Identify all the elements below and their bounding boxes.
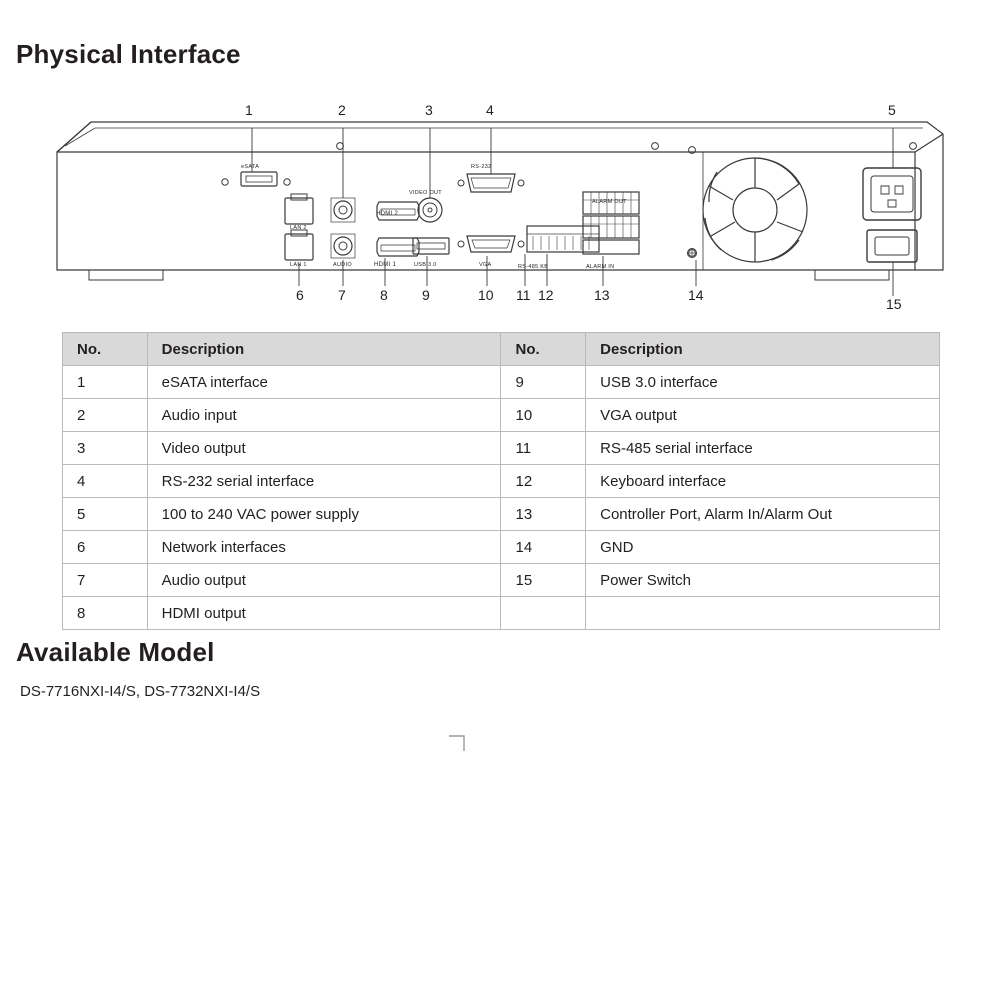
cell-desc: Power Switch [586,564,940,597]
power-switch [867,230,917,262]
label-vga: VGA [479,262,492,268]
callout-15: 15 [886,296,902,312]
table-row [63,465,940,498]
callout-9: 9 [422,287,430,303]
label-video-out: VIDEO OUT [409,190,442,196]
interface-description-table [62,332,940,630]
cell-no: 8 [63,597,148,630]
label-rs485-kb: RS-485 KB [518,264,549,270]
callout-4: 4 [486,102,494,118]
callout-6: 6 [296,287,304,303]
cell-no: 9 [501,366,586,399]
cell-desc: Audio output [147,564,501,597]
cell-no: 7 [63,564,148,597]
callout-11: 11 [516,287,531,303]
cell-desc: GND [586,531,940,564]
table-row [63,366,940,399]
cell-no: 1 [63,366,148,399]
callout-3: 3 [425,102,433,118]
rs232-db9 [458,174,524,192]
table-row [63,564,940,597]
bnc-video-out [418,198,442,222]
cell-desc: Network interfaces [147,531,501,564]
page-title-physical-interface: Physical Interface [16,39,241,69]
table-row [63,531,940,564]
label-hdmi1: HDMI 1 [374,262,397,268]
rs485-keyboard-terminal [527,226,599,252]
cell-desc: HDMI output [147,597,501,630]
cell-desc: 100 to 240 VAC power supply [147,498,501,531]
callout-12: 12 [538,287,554,303]
table-row [63,597,940,630]
table-row [63,498,940,531]
cell-desc: RS-232 serial interface [147,465,501,498]
cell-no: 4 [63,465,148,498]
header-desc-left: Description [147,333,501,366]
cell-desc: Controller Port, Alarm In/Alarm Out [586,498,940,531]
vga-port [458,236,524,252]
table-row [63,432,940,465]
header-no-left: No. [63,333,148,366]
callout-5: 5 [888,102,896,118]
cell-desc: Keyboard interface [586,465,940,498]
callout-13: 13 [594,287,610,303]
cell-desc [586,597,940,630]
page-title-available-model: Available Model [16,637,215,667]
cell-no: 13 [501,498,586,531]
cell-no: 6 [63,531,148,564]
label-alarm-out: ALARM OUT [592,199,627,205]
callout-1: 1 [245,102,253,118]
callout-2: 2 [338,102,346,118]
available-model-list: DS-7716NXI-I4/S, DS-7732NXI-I4/S [20,683,261,700]
header-desc-right: Description [586,333,940,366]
cell-desc: Audio input [147,399,501,432]
table-row [63,399,940,432]
cell-no: 3 [63,432,148,465]
rear-panel-svg [55,110,945,310]
corner-crop-mark [448,735,470,757]
power-inlet [863,168,921,220]
cell-desc: VGA output [586,399,940,432]
device-rear-panel-diagram [55,110,945,310]
cell-desc: Video output [147,432,501,465]
label-lan2: LAN 2 [290,225,307,231]
callout-8: 8 [380,287,388,303]
callout-14: 14 [688,287,704,303]
cell-no [501,597,586,630]
cell-no: 5 [63,498,148,531]
cell-no: 10 [501,399,586,432]
label-esata: eSATA [241,164,260,170]
fan-grille [703,158,807,262]
table-header-row [63,333,940,366]
label-hdmi2: HDMI 2 [376,211,399,217]
esata-port [241,172,277,186]
cell-desc: USB 3.0 interface [586,366,940,399]
callout-10: 10 [478,287,494,303]
cell-no: 11 [501,432,586,465]
label-alarm-in: ALARM IN [586,264,615,270]
cell-no: 14 [501,531,586,564]
label-lan1: LAN 1 [290,262,307,268]
callout-7: 7 [338,287,346,303]
cell-no: 15 [501,564,586,597]
cell-no: 12 [501,465,586,498]
cell-desc: eSATA interface [147,366,501,399]
label-audio: AUDIO [333,262,352,268]
header-no-right: No. [501,333,586,366]
cell-no: 2 [63,399,148,432]
audio-jacks [331,198,355,258]
label-usb30: USB 3.0 [414,262,437,268]
cell-desc: RS-485 serial interface [586,432,940,465]
label-rs232: RS-232 [471,164,492,170]
